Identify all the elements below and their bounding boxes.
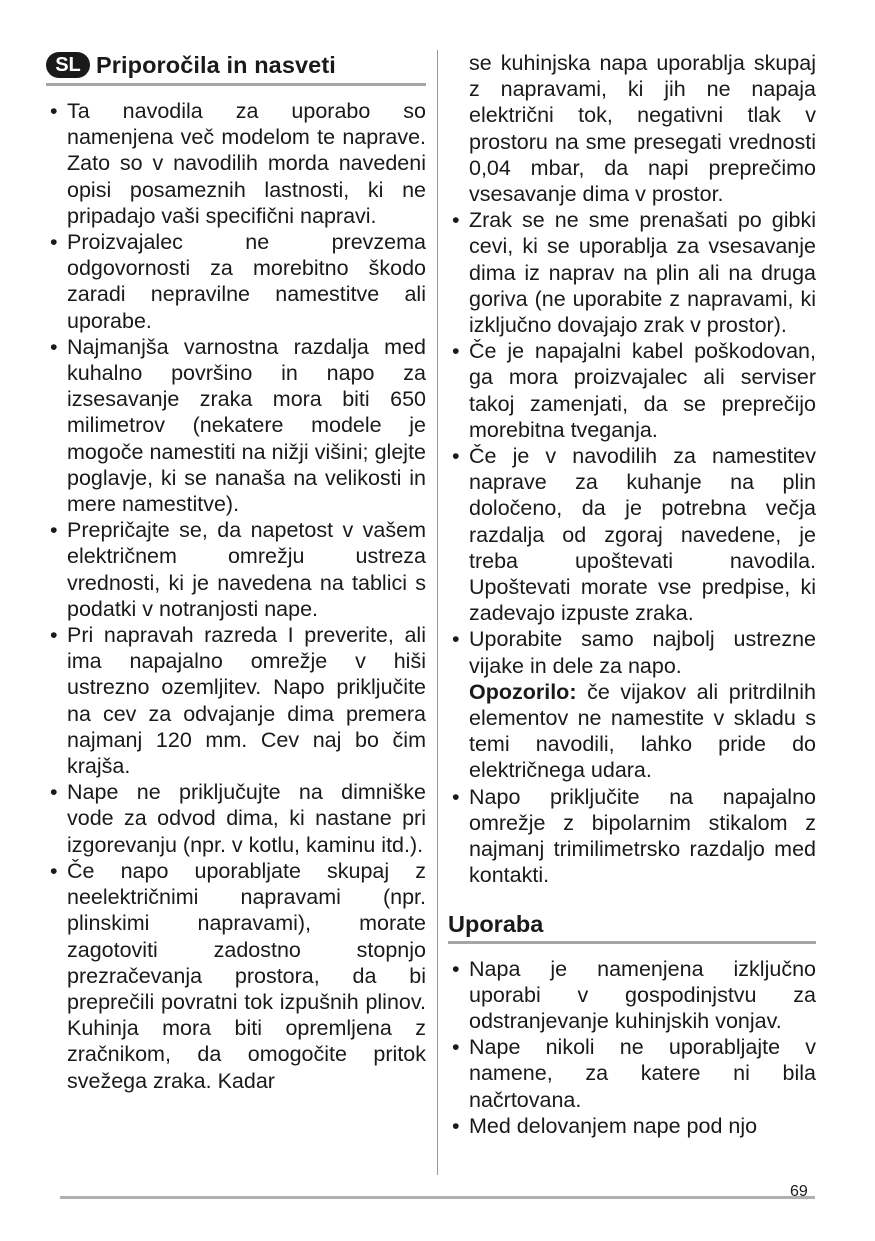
heading-underline bbox=[46, 83, 426, 86]
list-item: • Če je napajalni kabel poškodovan, ga mora proizvajalec ali serviser takoj zamenjati, da se preprečijo morebitna tveganja. bbox=[448, 338, 816, 443]
footer-rule bbox=[60, 1196, 815, 1199]
section-title-usage: Uporaba bbox=[448, 910, 544, 937]
list-item: • Če napo uporabljate skupaj z neelektričnimi napravami (npr. plinskimi napravami), morate zagotoviti zadostno stopnjo prezračevanja prostora, da bi preprečili povratni tok izpušnih plinov. Kuhinja mora biti opremljena z zračnikom, da omogočite pritok svežega zraka. Kadar bbox=[46, 858, 426, 1094]
list-item: • Ta navodila za uporabo so namenjena več modelom te naprave. Zato so v navodilih morda navedeni opisi posameznih lastnosti, ki ne pripadajo vaši specifični napravi. bbox=[46, 98, 426, 229]
list-item: • Nape ne priključujte na dimniške vode za odvod dima, ki nastane pri izgorevanju (npr. v kotlu, kaminu itd.). bbox=[46, 779, 426, 858]
list-item: • Najmanjša varnostna razdalja med kuhalno površino in napo za izsesavanje zraka mora biti 650 milimetrov (nekatere modele je mogoče namestiti na nižji višini; glejte poglavje, ki se nanaša na velikosti in mere namestitve). bbox=[46, 334, 426, 517]
list-item: • Napo priključite na napajalno omrežje z bipolarnim stikalom z najmanj trimilimetrsko razdaljo med kontakti. bbox=[448, 784, 816, 889]
list-item: • Pri napravah razreda I preverite, ali ima napajalno omrežje v hiši ustrezno ozemljitev. Napo priključite na cev za odvajanje dima premera najmanj 120 mm. Cev naj bo čim krajša. bbox=[46, 622, 426, 779]
list-item: • Prepričajte se, da napetost v vašem električnem omrežju ustreza vrednosti, ki je navedena na tablici s podatki v notranjosti nape. bbox=[46, 517, 426, 622]
section-heading-row bbox=[46, 50, 426, 80]
list-item-continuation: se kuhinjska napa uporablja skupaj z napravami, ki jih ne napaja električni tok, negativni tlak v prostoru na sme presegati vrednosti 0,04 mbar, da napi preprečimo vsesavanje dima v prostor. bbox=[469, 51, 816, 207]
left-column bbox=[46, 50, 426, 1094]
list-item: • Nape nikoli ne uporabljajte v namene, za katere ni bila načrtovana. bbox=[448, 1034, 816, 1113]
recommendations-list-right bbox=[448, 207, 816, 888]
column-divider bbox=[437, 50, 438, 1175]
language-badge: SL bbox=[46, 52, 90, 78]
warning-label: Opozorilo: bbox=[469, 679, 577, 704]
list-item: • Med delovanjem nape pod njo bbox=[448, 1113, 816, 1139]
page-number: 69 bbox=[790, 1183, 808, 1200]
section-title-recommendations: Priporočila in nasveti bbox=[96, 51, 336, 78]
right-column bbox=[448, 50, 816, 1139]
screws-text: Uporabite samo najbolj ustrezne vijake in dele za napo. bbox=[469, 627, 816, 678]
list-item: • Če je v navodilih za namestitev naprave za kuhanje na plin določeno, da je potrebna večja razdalja od zgoraj navedene, je treba upoštevati navodila. Upoštevati morate vse predpise, ki zadevajo izpuste zraka. bbox=[448, 443, 816, 626]
list-item: • Zrak se ne sme prenašati po gibki cevi, ki se uporablja za vsesavanje dima iz naprav na plin ali na druga goriva (ne uporabite z napravami, ki izključno dovajajo zrak v prostor). bbox=[448, 207, 816, 338]
recommendations-list-left bbox=[46, 98, 426, 1094]
usage-list bbox=[448, 956, 816, 1139]
warning-text: če vijakov ali pritrdilnih elementov ne namestite v skladu s temi navodili, lahko pride do električnega udara. bbox=[469, 679, 816, 783]
list-item: • Napa je namenjena izključno uporabi v gospodinjstvu za odstranjevanje kuhinjskih vonjav. bbox=[448, 956, 816, 1035]
list-item: • Proizvajalec ne prevzema odgovornosti za morebitno škodo zaradi nepravilne namestitve ali uporabe. bbox=[46, 229, 426, 334]
list-item-screws bbox=[448, 626, 816, 783]
heading-underline bbox=[448, 941, 816, 944]
